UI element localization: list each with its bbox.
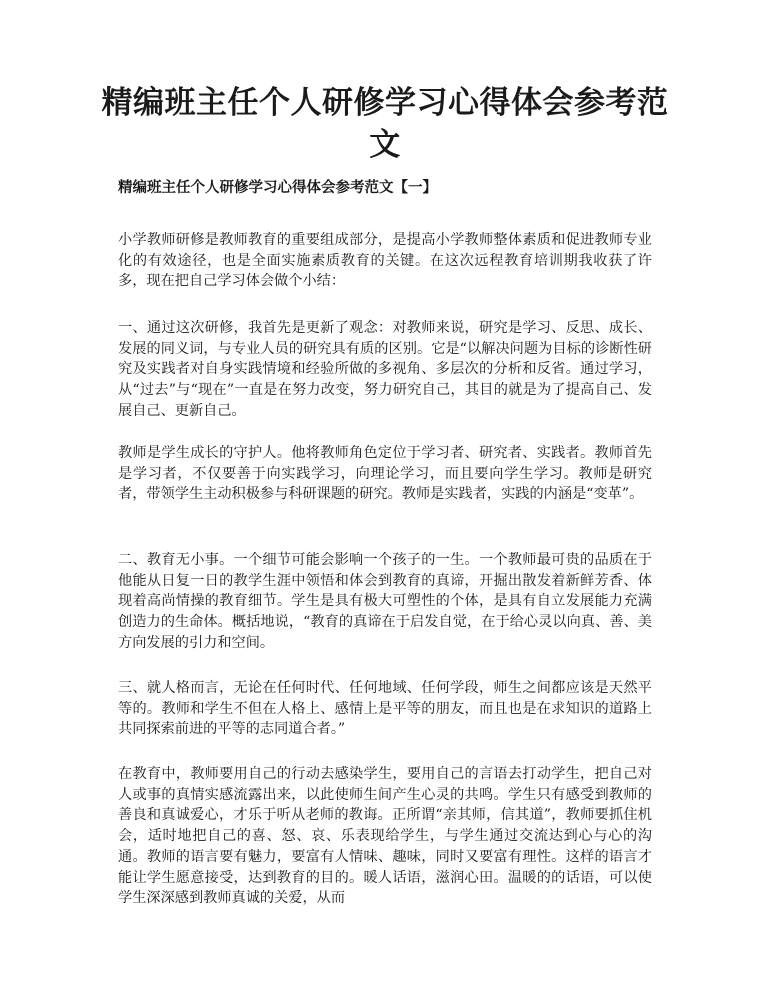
document-title: 精编班主任个人研修学习心得体会参考范文 (101, 85, 669, 163)
paragraph-teacher-role: 教师是学生成长的守护人。他将教师角色定位于学习者、研究者、实践者。教师首先是学习者，不仅要善于向实践学习，向理论学习，而且要向学生学习。教师是研究者，带领学生主动积极参与科研课题的研究。教师是实践者，实践的内涵是“变革”。 (118, 445, 652, 503)
paragraph-education-practice: 在教育中，教师要用自己的行动去感染学生，要用自己的言语去打动学生，把自己对人或事的真情实感流露出来，以此使师生间产生心灵的共鸣。学生只有感受到教师的善良和真诚爱心，才乐于听从老师的教诲。正所谓“亲其师，信其道”，教师要抓住机会，适时地把自己的喜、怒、哀、乐表现给学生，与学生通过交流达到心与心的沟通。教师的语言要有魅力，要富有人情味、趣味，同时又要富有理性。这样的语言才能让学生愿意接受，达到教育的目的。暖人话语，滋润心田。温暖的的话语，可以使学生深深感到教师真诚的关爱，从而 (118, 766, 652, 907)
paragraph-point-three: 三、就人格而言，无论在任何时代、任何地域、任何学段，师生之间都应该是天然平等的。教师和学生不但在人格上、感情上是平等的朋友，而且也是在求知识的道路上共同探索前进的平等的志同道合者。” (118, 680, 652, 738)
section-heading: 精编班主任个人研修学习心得体会参考范文【一】 (118, 179, 437, 196)
paragraph-intro: 小学教师研修是教师教育的重要组成部分，是提高小学教师整体素质和促进教师专业化的有效途径，也是全面实施素质教育的关键。在这次远程教育培训期我收获了许多，现在把自己学习体会做个小结： (118, 232, 652, 290)
paragraph-point-one: 一、通过这次研修，我首先是更新了观念：对教师来说，研究是学习、反思、成长、发展的同义词，与专业人员的研究具有质的区别。它是“以解决问题为目标的诊断性研究及实践者对自身实践情境和经验所做的多视角、多层次的分析和反省。通过学习，从“过去”与“现在”一直是在努力改变，努力研究自己，其目的就是为了提高自己、发展自己、更新自己。 (118, 320, 652, 419)
paragraph-point-two: 二、教育无小事。一个细节可能会影响一个孩子的一生。一个教师最可贵的品质在于他能从日复一日的教学生涯中领悟和体会到教育的真谛，开掘出散发着新鲜芳香、体现着高尚情操的教育细节。学生是具有极大可塑性的个体，是具有自立发展能力充满创造力的生命体。概括地说，“教育的真谛在于启发自觉，在于给心灵以向真、善、美方向发展的引力和空间。 (118, 552, 652, 651)
